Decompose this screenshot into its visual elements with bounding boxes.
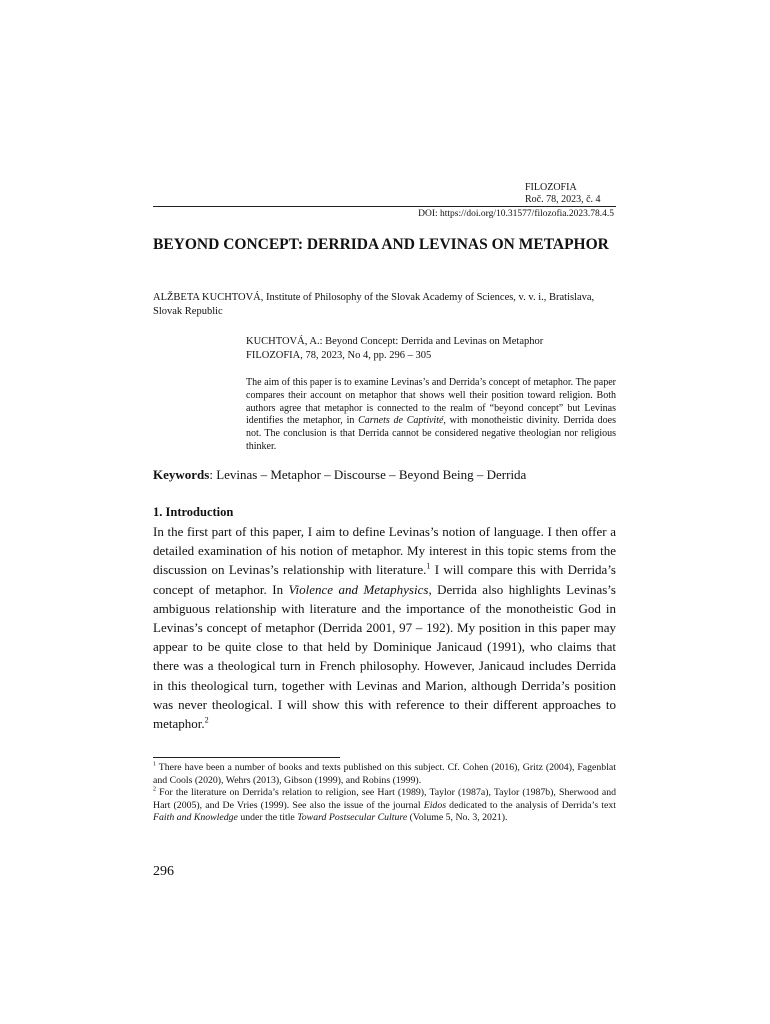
body-text-1: In the first part of this paper, I aim to define Levinas’s notion of language. I then offer a detailed examination of his notion of metaphor. My interest in this topic stems from the discussion on Levinas’s relationship with literature. bbox=[153, 524, 616, 578]
citation-line-2: FILOZOFIA, 78, 2023, No 4, pp. 296 – 305 bbox=[246, 350, 432, 361]
footnote-2-italic-1: Eidos bbox=[423, 799, 447, 811]
footnote-ref-1[interactable]: 1 bbox=[426, 562, 431, 572]
keywords-line bbox=[153, 466, 618, 483]
journal-name: FILOZOFIA bbox=[525, 182, 577, 193]
section-heading: 1. Introduction bbox=[153, 505, 234, 519]
keywords-text: : Levinas – Metaphor – Discourse – Beyond Being – Derrida bbox=[209, 467, 527, 482]
abstract bbox=[246, 377, 616, 454]
footnote-2 bbox=[153, 787, 616, 825]
footnote-1-text: There have been a number of books and texts published on this subject. Cf. Cohen (2016), Gritz (2004), Fagenblat and Cools (2020), Wehrs (2013), Gibson (1999), and Robins (1999). bbox=[153, 762, 616, 786]
author-affiliation: , Institute of Philosophy of the Slovak Academy of Sciences, v. v. i., Bratislava, Slovak Republic bbox=[153, 292, 595, 317]
abstract-text-1: The aim of this paper is to examine Levinas’s and Derrida’s concept of metaphor. The paper compares their account on metaphor that shows well their position toward religion. Both authors agree that metaphor is connected to the realm of “beyond concept” but Levinas identifies the metaphor, in bbox=[246, 377, 616, 427]
doi-link[interactable]: DOI: https://doi.org/10.31577/filozofia.2023.78.4.5 bbox=[418, 209, 614, 219]
footnote-2-text-4: (Volume 5, No. 3, 2021). bbox=[407, 812, 508, 824]
body-text-3: , Derrida also highlights Levinas’s ambiguous relationship with literature and the importance of the monotheistic God in Levinas’s concept of metaphor (Derrida 2001, 97 – 192). My position in this paper may appear to be quite close to that held by Dominique Janicaud (1991), who claims that there was a theological turn in French philosophy. However, Janicaud includes Derrida in this theological turn, together with Levinas and Marion, although Derrida’s position was never theological. I will show this with reference to their different approaches to metaphor. bbox=[153, 581, 616, 732]
footnote-2-text-3: under the title bbox=[237, 812, 298, 824]
footnote-2-text-2: dedicated to the analysis of Derrida’s text bbox=[446, 799, 616, 811]
footnote-1 bbox=[153, 762, 616, 787]
header-rule bbox=[153, 206, 616, 207]
body-italic-title: Violence and Metaphysics bbox=[288, 581, 429, 597]
citation-line-1: KUCHTOVÁ, A.: Beyond Concept: Derrida and Levinas on Metaphor bbox=[246, 336, 544, 347]
author-line bbox=[153, 291, 618, 319]
keywords-label: Keywords bbox=[153, 467, 210, 482]
journal-issue: Roč. 78, 2023, č. 4 bbox=[525, 194, 601, 205]
citation-block bbox=[246, 335, 626, 363]
footnotes bbox=[153, 762, 616, 825]
journal-header bbox=[525, 182, 615, 206]
paper-title: BEYOND CONCEPT: DERRIDA AND LEVINAS ON METAPHOR bbox=[153, 236, 609, 253]
author-name: ALŽBETA KUCHTOVÁ bbox=[153, 292, 261, 303]
footnote-2-italic-3: Toward Postsecular Culture bbox=[297, 812, 408, 824]
footnote-ref-2[interactable]: 2 bbox=[204, 715, 209, 725]
abstract-text-2: , with monotheistic divinity. Derrida does not. The conclusion is that Derrida cannot be considered negative theologian nor religious thinker. bbox=[246, 415, 616, 452]
page-number: 296 bbox=[153, 864, 174, 879]
footnote-rule bbox=[153, 757, 340, 758]
body-text-2: I will compare this with Derrida’s concept of metaphor. In bbox=[153, 562, 616, 597]
abstract-italic-title: Carnets de Captivité bbox=[358, 415, 444, 427]
footnote-number-2: 2 bbox=[153, 786, 157, 793]
footnote-2-text-1: For the literature on Derrida’s relation to religion, see Hart (1989), Taylor (1987a), Taylor (1987b), Sherwood and Hart (2005), and De Vries (1999). See also the issue of the journal bbox=[153, 787, 616, 811]
footnote-number-1: 1 bbox=[153, 761, 157, 768]
footnote-2-italic-2: Faith and Knowledge bbox=[153, 812, 238, 824]
body-paragraph bbox=[153, 522, 616, 733]
